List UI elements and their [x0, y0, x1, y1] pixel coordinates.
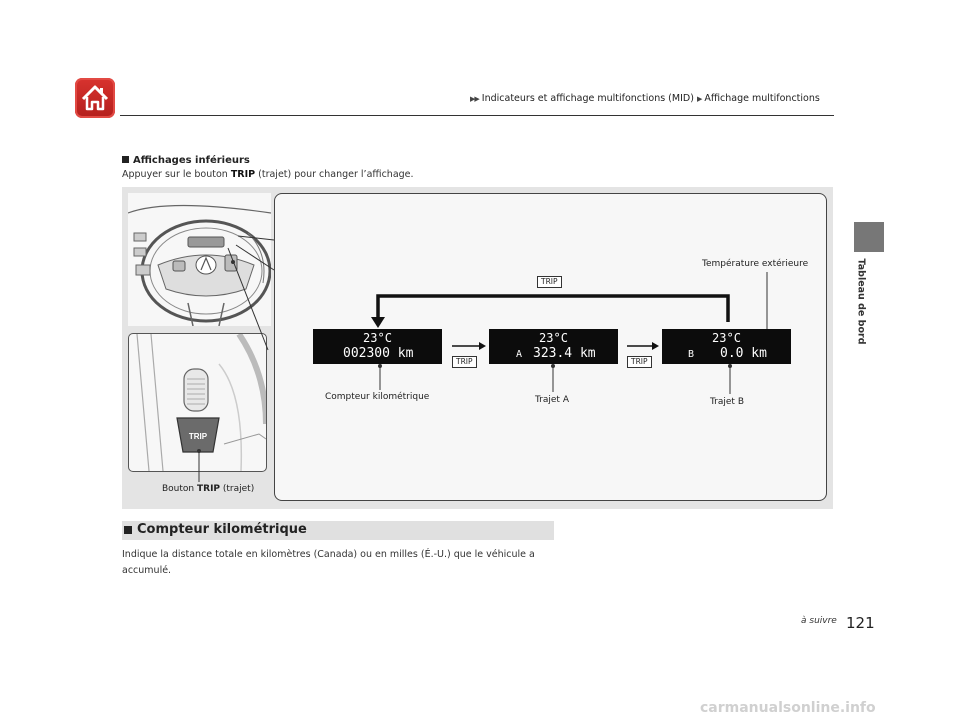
trip-cycle-label: TRIP: [537, 276, 562, 288]
breadcrumb-arrow-icon: ▶: [696, 95, 702, 103]
caption-post: (trajet): [220, 484, 255, 494]
trip-step-label-1: TRIP: [452, 356, 477, 368]
label-outside-temperature: Température extérieure: [702, 259, 809, 269]
caption-bold: TRIP: [197, 484, 221, 494]
trip-step-label-2: TRIP: [627, 356, 652, 368]
display-value: 002300 km: [343, 346, 414, 361]
instruction-pre: Appuyer sur le bouton: [122, 169, 231, 180]
chapter-tab-label: Tableau de bord: [855, 258, 867, 345]
display-temperature: 23°C: [539, 331, 568, 345]
trip-b-display: [662, 329, 791, 364]
watermark: carmanualsonline.info: [700, 700, 876, 716]
odometer-description: Indique la distance totale en kilomètres (Canada) ou en milles (É.-U.) que le véhicule a accumulé.: [122, 549, 535, 576]
trip-switch-label: TRIP: [188, 432, 208, 441]
page-number: 121: [846, 614, 875, 632]
label-trip-a: Trajet A: [535, 395, 569, 405]
subsection-title: Compteur kilométrique: [137, 522, 307, 537]
section-heading-text: Affichages inférieurs: [133, 155, 250, 166]
display-temperature: 23°C: [363, 331, 392, 345]
caption-pre: Bouton: [162, 484, 197, 494]
label-odometer: Compteur kilométrique: [325, 392, 430, 402]
display-value: 0.0 km: [720, 346, 767, 361]
label-trip-b: Trajet B: [710, 397, 744, 407]
instruction-post: (trajet) pour changer l’affichage.: [255, 169, 414, 180]
trip-a-display: [489, 329, 618, 364]
continued-label: à suivre: [801, 616, 837, 626]
odometer-display: [313, 329, 442, 364]
breadcrumb-item[interactable]: Indicateurs et affichage multifonctions (MID): [481, 93, 694, 104]
display-prefix: A: [516, 349, 523, 360]
breadcrumb-arrow-icon: ▶▶: [470, 95, 479, 103]
square-bullet-icon: [124, 526, 132, 534]
instruction-bold: TRIP: [230, 169, 256, 180]
display-value: 323.4 km: [533, 346, 596, 361]
breadcrumb-item[interactable]: Affichage multifonctions: [704, 93, 820, 104]
display-prefix: B: [688, 349, 695, 360]
display-temperature: 23°C: [712, 331, 741, 345]
subsection-heading: [122, 521, 554, 540]
